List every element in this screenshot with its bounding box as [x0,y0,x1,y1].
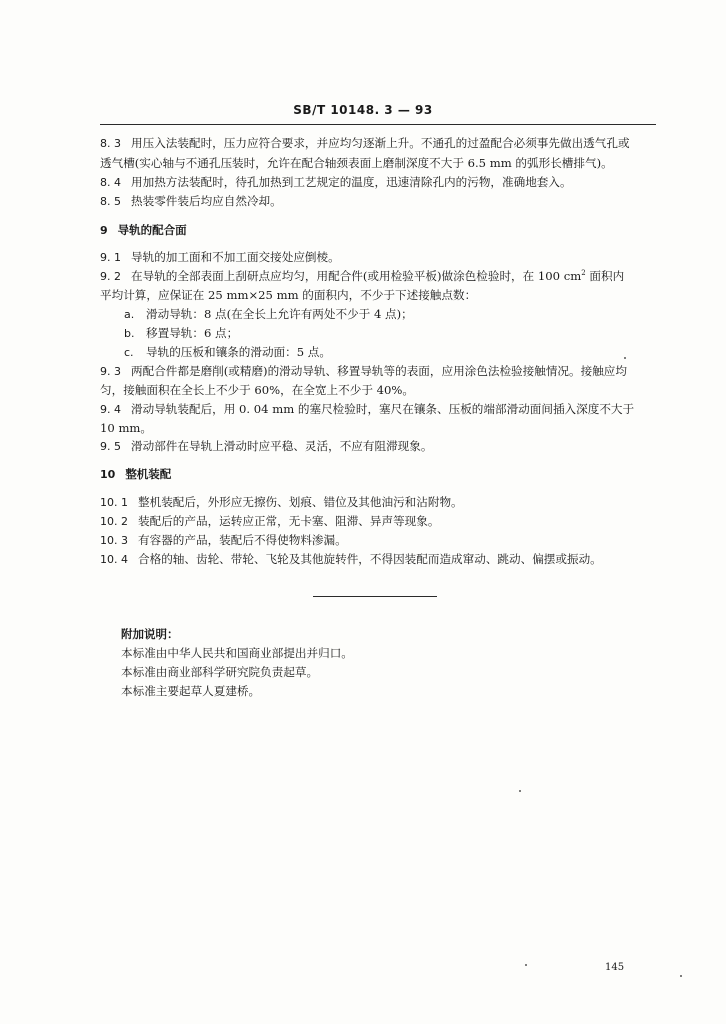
clause-text: 整机装配后，外形应无擦伤、划痕、错位及其他油污和沾附物。 [138,495,463,509]
clause-text: 滑动部件在导轨上滑动时应平稳、灵活，不应有阻滞现象。 [131,439,433,453]
clause-text: 平均计算，应保证在 25 mm×25 mm 的面积内，不少于下述接触点数： [100,288,477,302]
section-number: 10 [100,468,116,481]
list-item-c [124,344,684,361]
clause-number: 9. 1 [100,251,121,264]
clause-8-5 [100,193,660,210]
clause-number: 8. 3 [100,137,121,150]
clause-text: 用压入法装配时，压力应符合要求，并应均匀逐渐上升。不通孔的过盈配合必须事先做出透气孔或 [131,136,630,150]
note-item: 本标准主要起草人夏建桥。 [121,684,261,698]
superscript: 2 [581,269,586,278]
clause-9-1 [100,249,660,266]
end-of-text-rule [313,596,437,597]
clause-10-3 [100,532,660,549]
page-number: 145 [605,962,625,973]
clause-number: 9. 2 [100,270,121,283]
clause-text: 合格的轴、齿轮、带轮、飞轮及其他旋转件，不得因装配而造成窜动、跳动、偏摆或振动。 [138,552,602,566]
list-item-b [124,325,684,342]
clause-9-4-line-2 [100,420,660,436]
clause-text: 两配合件都是磨削(或精磨)的滑动导轨、移置导轨等的表面，应用涂色法检验接触情况。接触应均 [131,364,627,378]
clause-8-3-line-1 [100,135,660,152]
clause-10-2 [100,513,660,530]
scan-speck [680,975,682,977]
section-10-heading [100,466,660,483]
clause-text: 用加热方法装配时，待孔加热到工艺规定的温度，迅速清除孔内的污物，准确地套入。 [131,175,572,189]
clause-text: 透气槽(实心轴与不通孔压装时，允许在配合轴颈表面上磨制深度不大于 6.5 mm 的弧形长槽排气)。 [100,156,613,170]
list-marker: a. [124,308,135,321]
scan-speck [624,357,626,359]
clause-text: 滑动导轨装配后，用 0. 04 mm 的塞尺检验时，塞尺在镶条、压板的端部滑动面间插入深度不大于 [131,402,635,416]
clause-9-4-line-1 [100,401,660,418]
scan-speck [519,790,521,792]
list-item-a [124,306,684,323]
clause-9-3-line-2 [100,382,660,398]
clause-number: 9. 5 [100,440,121,453]
clause-number: 10. 1 [100,496,128,509]
clause-9-3-line-1 [100,363,660,380]
list-marker: c. [124,346,134,359]
clause-9-5 [100,438,660,455]
clause-number: 10. 4 [100,553,128,566]
list-text: 滑动导轨：8 点(在全长上允许有两处不少于 4 点)； [146,307,413,321]
clause-8-3-line-2 [100,155,660,171]
clause-10-4 [100,551,660,568]
clause-number: 9. 4 [100,403,121,416]
clause-8-4 [100,174,660,191]
list-text: 移置导轨：6 点； [146,326,239,340]
clause-number: 8. 5 [100,195,121,208]
clause-10-1 [100,494,660,511]
clause-text: 有容器的产品，装配后不得使物料渗漏。 [138,533,347,547]
section-title: 导轨的配合面 [117,223,187,237]
standard-number-header: SB/T 10148. 3 — 93 [293,103,433,117]
clause-text: 导轨的加工面和不加工面交接处应倒棱。 [131,250,340,264]
header-rule [100,124,656,125]
clause-number: 9. 3 [100,365,121,378]
clause-text-tail: 面积内 [585,269,625,283]
clause-text: 在导轨的全部表面上刮研点应均匀，用配合件(或用检验平板)做涂色检验时，在 100 cm [131,269,582,283]
note-item: 本标准由中华人民共和国商业部提出并归口。 [121,646,353,660]
list-text: 导轨的压板和镶条的滑动面：5 点。 [146,345,331,359]
section-title: 整机装配 [125,467,172,481]
scan-speck [525,964,527,966]
clause-text: 10 mm。 [100,421,153,435]
section-9-heading [100,222,660,239]
clause-number: 8. 4 [100,176,121,189]
clause-number: 10. 2 [100,515,128,528]
list-marker: b. [124,327,135,340]
additional-notes-title: 附加说明： [121,627,179,641]
note-item: 本标准由商业部科学研究院负责起草。 [121,665,319,679]
clause-text: 装配后的产品，运转应正常，无卡塞、阻滞、异声等现象。 [138,514,440,528]
section-number: 9 [100,224,108,237]
clause-text: 匀，接触面积在全长上不少于 60%，在全宽上不少于 40%。 [100,383,414,397]
clause-9-2-line-2 [100,287,660,303]
clause-number: 10. 3 [100,534,128,547]
clause-text: 热装零件装后均应自然冷却。 [131,194,282,208]
clause-9-2-line-1 [100,268,660,285]
